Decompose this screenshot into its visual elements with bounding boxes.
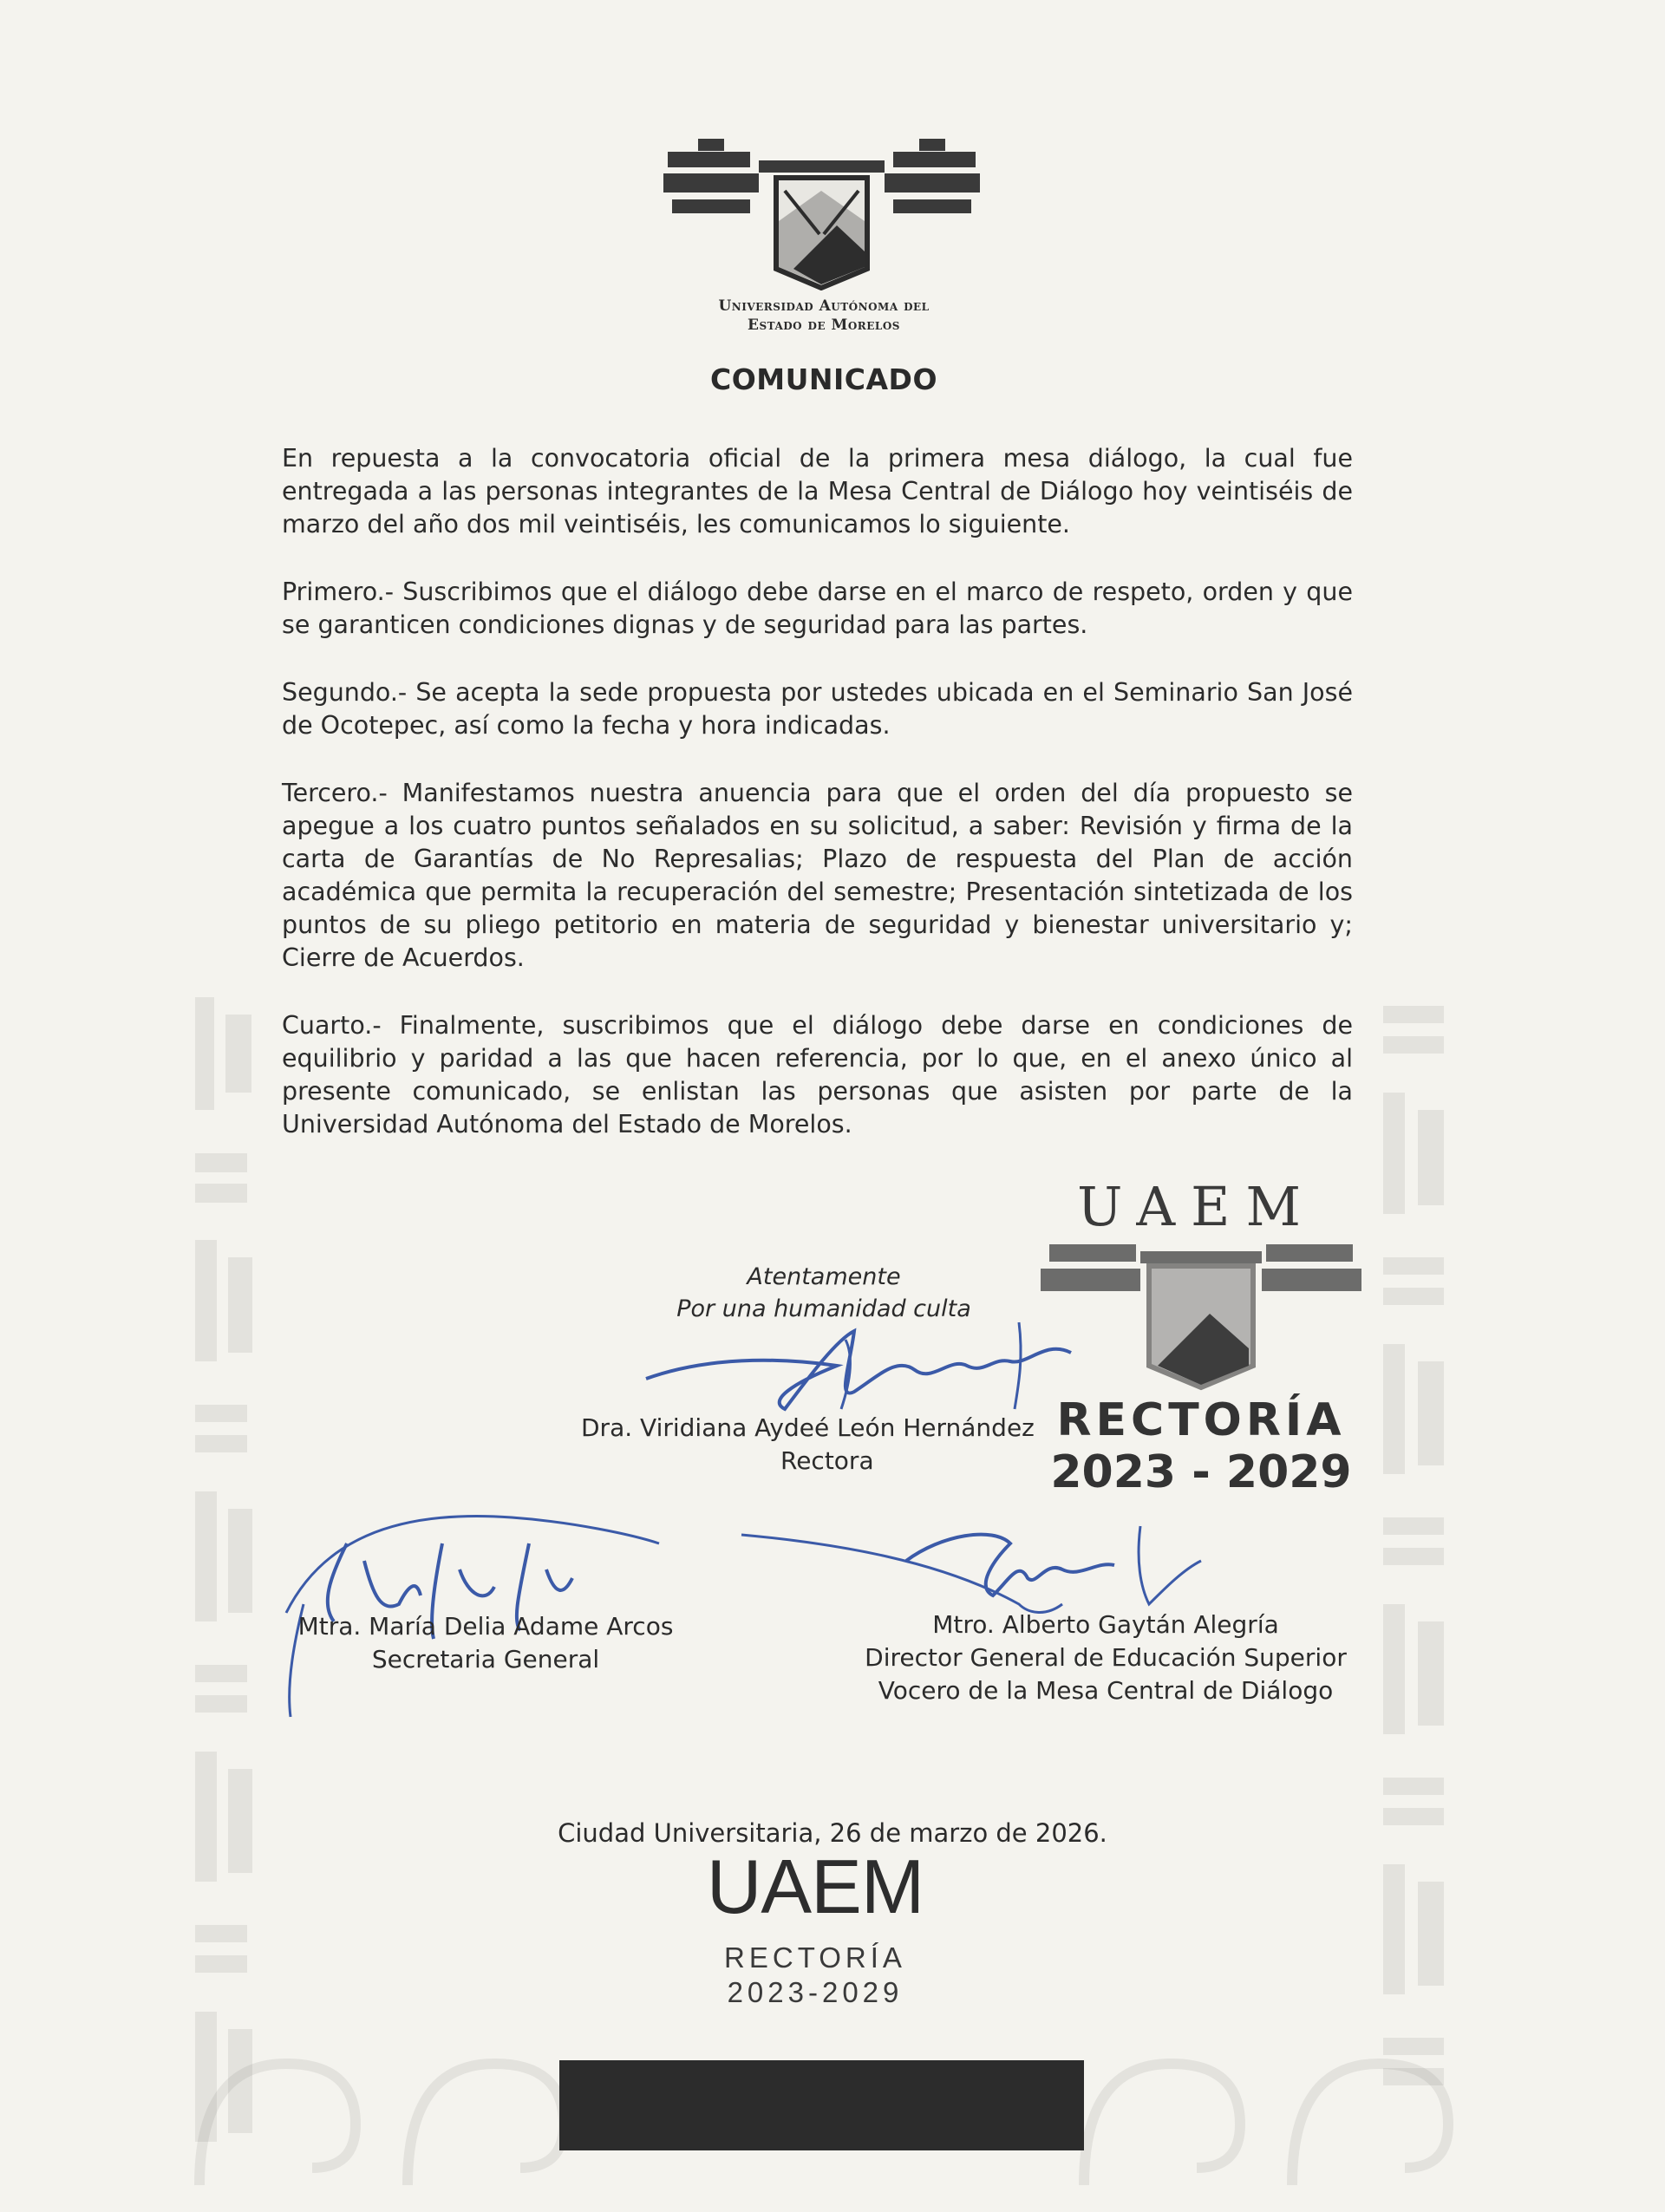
footer-logo-text: UAEM (706, 1843, 924, 1929)
university-name-line-2: Estado de Morelos (748, 316, 900, 334)
paragraph-cuarto: Cuarto.- Finalmente, suscribimos que el diálogo debe darse en condiciones de equilibrio y paridad a las que hacen referencia, por lo que, en el anexo único al presente comunicado, se enlistan las personas que asisten por parte de la Universidad Autónoma del Estado de Morelos. (282, 1011, 1353, 1139)
stamp-office: RECTORÍA (1056, 1394, 1346, 1446)
stamp-title: UAEM (1077, 1175, 1316, 1238)
place-and-date: Ciudad Universitaria, 26 de marzo de 2026. (558, 1818, 1107, 1848)
redaction-bar (559, 2060, 1084, 2150)
paragraph-segundo: Segundo.- Se acepta la sede propuesta por ustedes ubicada en el Seminario San José de Ocotepec, así como la fecha y hora indicadas. (282, 678, 1353, 740)
footer-office: RECTORÍA (724, 1941, 906, 1974)
document-title: COMUNICADO (709, 362, 937, 396)
signature-secretaria (269, 1491, 685, 1726)
closing-line-1: Atentamente (747, 1263, 901, 1290)
director-name: Mtro. Alberto Gaytán Alegría (932, 1610, 1279, 1639)
footer-years: 2023-2029 (727, 1976, 904, 2008)
university-name (607, 297, 1041, 335)
signature-block-director (846, 1608, 1366, 1707)
watermark-pattern-left (186, 997, 273, 2168)
paragraph-primero: Primero.- Suscribimos que el diálogo debe darse en el marco de respeto, orden y que se garanticen condiciones dignas y de seguridad para las partes. (282, 577, 1353, 639)
secretaria-role: Secretaria General (371, 1645, 600, 1674)
paragraph-tercero: Tercero.- Manifestamos nuestra anuencia para que el orden del día propuesto se apegue a los cuatro puntos señalados en su solicitud, a saber: Revisión y firma de la carta de Garantías de No Represalias; Plazo de respuesta del Plan de acción académica que permita la recuperación del semestre; Presentación sintetizada de los puntos de su pliego petitorio en materia de seguridad y bienestar universitario y; Cierre de Acuerdos. (282, 779, 1353, 972)
signature-block-secretaria (269, 1610, 702, 1676)
document-body (282, 442, 1353, 1176)
director-role: Director General de Educación Superior (865, 1643, 1347, 1672)
watermark-pattern-right (1379, 1006, 1457, 2168)
signature-block-rectora (581, 1412, 1067, 1478)
paragraph-intro: En repuesta a la convocatoria oficial de la primera mesa diálogo, la cual fue entregada a las personas integrantes de la Mesa Central de Diálogo hoy veintiséis de marzo del año dos mil veintiséis, les comunicamos lo siguiente. (282, 444, 1353, 538)
university-crest-logo (663, 139, 980, 290)
stamp-years: 2023 - 2029 (1050, 1446, 1352, 1498)
rectora-name: Dra. Viridiana Aydeé León Hernández (581, 1413, 1035, 1442)
director-role-spokesperson: Vocero de la Mesa Central de Diálogo (878, 1676, 1334, 1705)
closing-motto: Por una humanidad culta (676, 1295, 971, 1322)
secretaria-name: Mtra. María Delia Adame Arcos (297, 1612, 674, 1641)
rectora-role: Rectora (780, 1446, 874, 1475)
university-name-line-1: Universidad Autónoma del (718, 297, 930, 315)
